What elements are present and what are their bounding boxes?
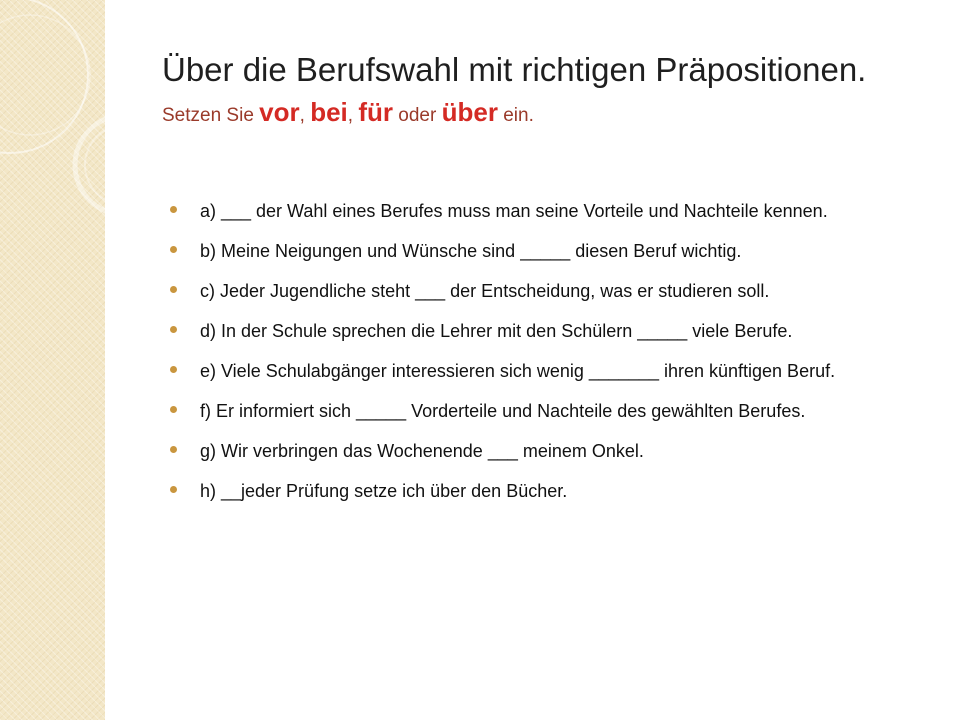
decorative-side-panel bbox=[0, 0, 105, 720]
slide-subtitle bbox=[162, 96, 942, 132]
subtitle-prefix: Setzen Sie bbox=[162, 105, 260, 126]
subtitle-middle: oder bbox=[393, 105, 442, 126]
title-block bbox=[162, 50, 942, 132]
exercise-text: c) Jeder Jugendliche steht ___ der Entscheidung, was er studieren soll. bbox=[200, 281, 770, 301]
keyword-bei: bei bbox=[310, 97, 348, 127]
keyword-fuer: für bbox=[358, 97, 394, 127]
exercise-list bbox=[170, 198, 930, 518]
bullet-icon bbox=[170, 366, 177, 373]
bullet-icon bbox=[170, 446, 177, 453]
exercise-item bbox=[170, 478, 930, 504]
exercise-item bbox=[170, 238, 930, 264]
keyword-ueber: über bbox=[441, 97, 498, 127]
exercise-text: g) Wir verbringen das Wochenende ___ meinem Onkel. bbox=[200, 441, 644, 461]
bullet-icon bbox=[170, 326, 177, 333]
exercise-text: d) In der Schule sprechen die Lehrer mit den Schülern _____ viele Berufe. bbox=[200, 321, 793, 341]
exercise-text: b) Meine Neigungen und Wünsche sind _____ diesen Beruf wichtig. bbox=[200, 241, 742, 261]
bullet-icon bbox=[170, 406, 177, 413]
exercise-item bbox=[170, 398, 930, 424]
decorative-rings bbox=[0, 0, 105, 720]
exercise-item bbox=[170, 198, 930, 224]
exercise-text: e) Viele Schulabgänger interessieren sich wenig _______ ihren künftigen Beruf. bbox=[200, 361, 836, 381]
subtitle-comma: , bbox=[347, 105, 359, 126]
exercise-item bbox=[170, 438, 930, 464]
exercise-item bbox=[170, 318, 930, 344]
bullet-icon bbox=[170, 286, 177, 293]
subtitle-suffix: ein. bbox=[497, 105, 534, 126]
slide-title: Über die Berufswahl mit richtigen Präpositionen. bbox=[162, 51, 867, 88]
bullet-icon bbox=[170, 486, 177, 493]
exercise-text: h) __jeder Prüfung setze ich über den Bücher. bbox=[200, 481, 568, 501]
bullet-icon bbox=[170, 246, 177, 253]
exercise-item bbox=[170, 358, 930, 384]
subtitle-comma: , bbox=[299, 105, 311, 126]
exercise-text: f) Er informiert sich _____ Vorderteile und Nachteile des gewählten Berufes. bbox=[200, 401, 806, 421]
bullet-icon bbox=[170, 206, 177, 213]
exercise-item bbox=[170, 278, 930, 304]
keyword-vor: vor bbox=[259, 97, 300, 127]
side-panel-edge bbox=[105, 0, 108, 720]
exercise-text: a) ___ der Wahl eines Berufes muss man seine Vorteile und Nachteile kennen. bbox=[200, 201, 828, 221]
